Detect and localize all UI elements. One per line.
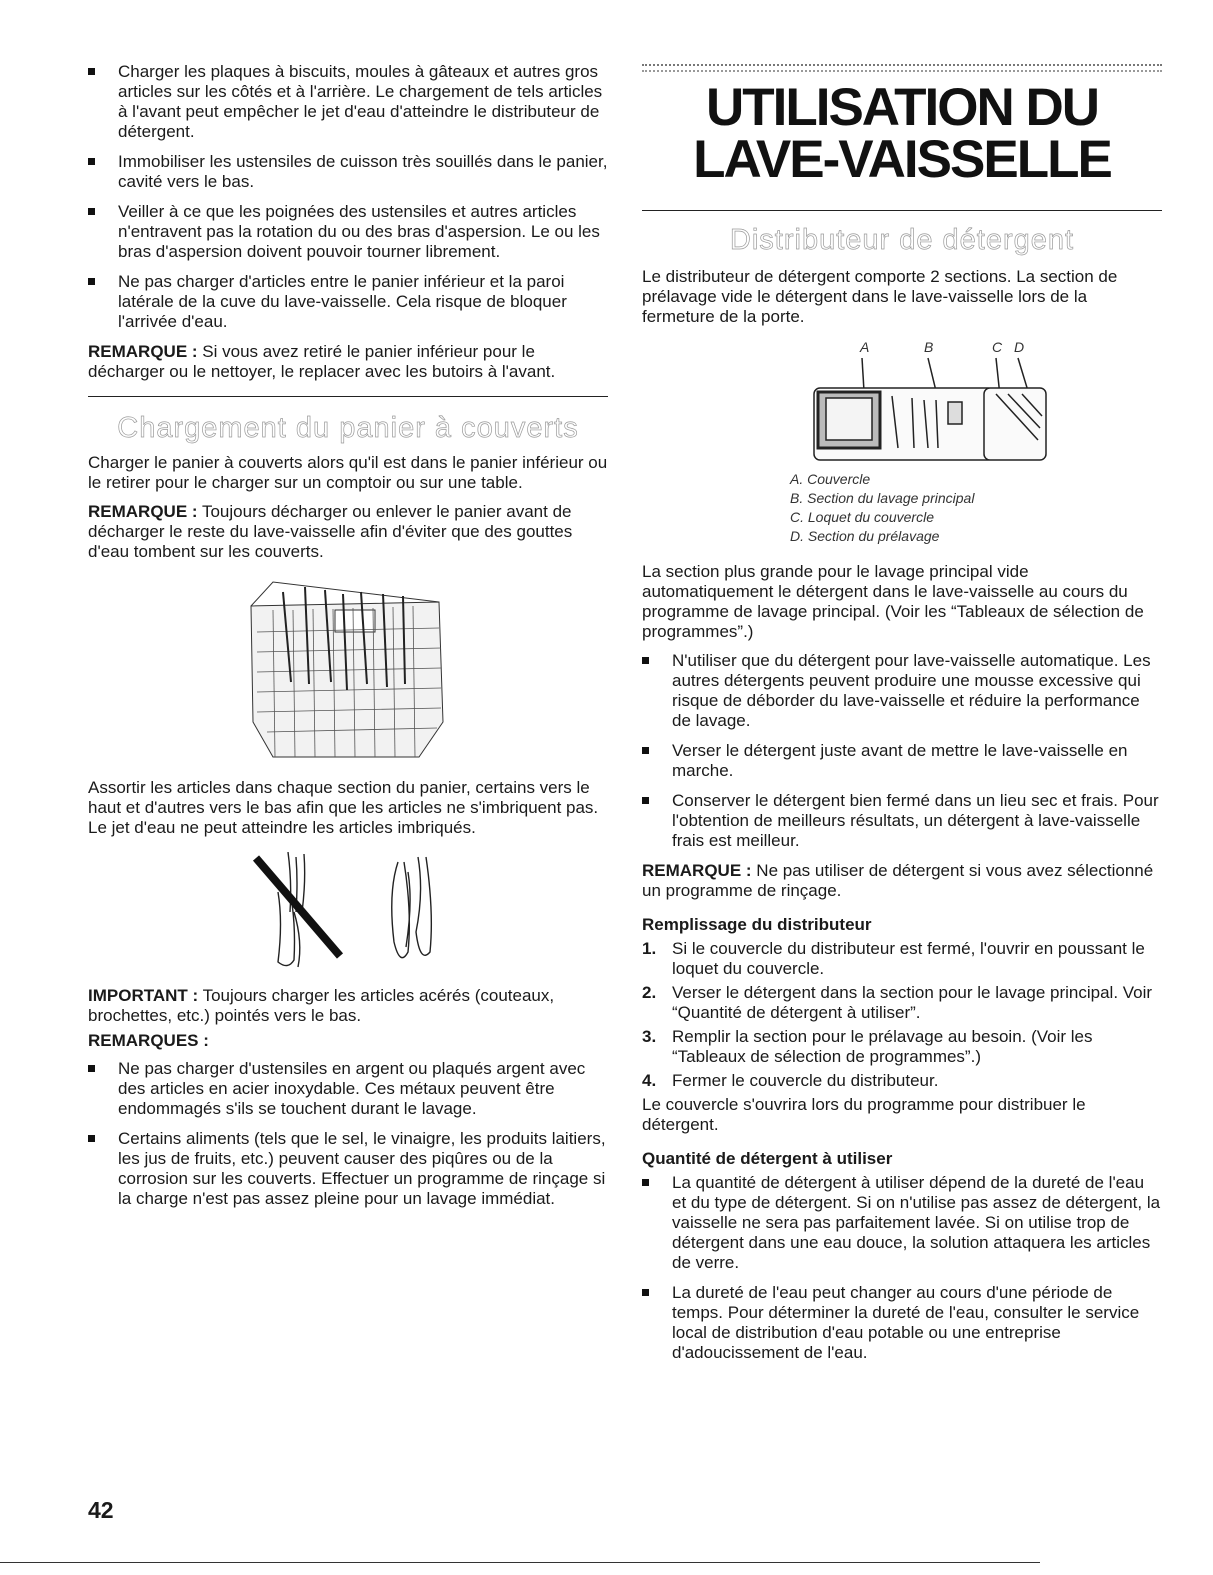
fill-steps-list bbox=[642, 939, 1162, 1091]
remarque-text: Si vous avez retiré le panier inférieur pour le décharger ou le nettoyer, le replacer avec les butoirs à l'avant. bbox=[88, 342, 556, 381]
detergent-dispenser-illustration bbox=[752, 336, 1052, 466]
paragraph: Charger le panier à couverts alors qu'il est dans le panier inférieur ou le retirer pour le charger sur un comptoir ou sur une table. bbox=[88, 453, 608, 492]
step-number: 3. bbox=[642, 1027, 657, 1046]
section-divider bbox=[88, 396, 608, 397]
remarque-label: REMARQUE : bbox=[88, 502, 198, 521]
detergent-quantity-list bbox=[642, 1173, 1162, 1363]
remarques-heading: REMARQUES : bbox=[88, 1031, 209, 1050]
figure-legend bbox=[642, 470, 1162, 546]
footer-rule bbox=[0, 1562, 1040, 1563]
section-divider bbox=[642, 210, 1162, 211]
remarque-note bbox=[642, 861, 1162, 901]
left-column bbox=[88, 62, 608, 1219]
paragraph: Le distributeur de détergent comporte 2 sections. La section de prélavage vide le détergent dans le lave-vaisselle lors de la fermeture de la porte. bbox=[642, 267, 1118, 326]
step-item bbox=[642, 983, 1162, 1023]
decorative-dotted-rule bbox=[642, 64, 1162, 72]
legend-item: A. Couvercle bbox=[790, 471, 871, 487]
section-heading-couverts: Chargement du panier à couverts bbox=[117, 412, 579, 444]
step-number: 1. bbox=[642, 939, 657, 958]
remarque-note bbox=[88, 342, 608, 382]
remarque-label: REMARQUE : bbox=[88, 342, 198, 361]
nested-utensils-illustration bbox=[248, 852, 448, 972]
detergent-quantity-heading: Quantité de détergent à utiliser bbox=[642, 1149, 893, 1168]
remarques-list bbox=[88, 1059, 608, 1209]
step-number: 4. bbox=[642, 1071, 657, 1090]
step-text: Remplir la section pour le prélavage au besoin. (Voir les “Tableaux de sélection de programmes”.) bbox=[672, 1027, 1093, 1066]
fill-dispenser-heading: Remplissage du distributeur bbox=[642, 915, 872, 934]
page-title bbox=[642, 78, 1162, 189]
step-item bbox=[642, 1071, 1162, 1091]
list-item: Ne pas charger d'articles entre le panier inférieur et la paroi latérale de la cuve du lave-vaisselle. Cela risque de bloquer l'arrivée d'eau. bbox=[88, 272, 608, 332]
right-column bbox=[642, 64, 1162, 1373]
title-line: LAVE-VAISSELLE bbox=[693, 130, 1111, 189]
step-text: Verser le détergent dans la section pour le lavage principal. Voir “Quantité de détergent à utiliser”. bbox=[672, 983, 1153, 1022]
section-heading-distributeur: Distributeur de détergent bbox=[729, 224, 1075, 256]
fig-letter-d: D bbox=[1014, 339, 1025, 355]
list-item: Charger les plaques à biscuits, moules à gâteaux et autres gros articles sur les côtés et à l'arrière. Le chargement de tels articles à l'avant peut empêcher le jet d'eau d'atteindre le distributeur de détergent. bbox=[88, 62, 608, 142]
detergent-tips-list bbox=[642, 651, 1162, 851]
legend-item: B. Section du lavage principal bbox=[790, 490, 975, 506]
fig-letter-c: C bbox=[992, 339, 1003, 355]
list-item: N'utiliser que du détergent pour lave-vaisselle automatique. Les autres détergents peuvent produire une mousse excessive qui risque de déborder du lave-vaisselle et réduire la performance de lavage. bbox=[642, 651, 1162, 731]
remarque-text: Ne pas utiliser de détergent si vous avez sélectionné un programme de rinçage. bbox=[642, 861, 1154, 900]
list-item: Verser le détergent juste avant de mettre le lave-vaisselle en marche. bbox=[642, 741, 1162, 781]
paragraph: La section plus grande pour le lavage principal vide automatiquement le détergent dans le lave-vaisselle au cours du programme de lavage principal. (Voir les “Tableaux de sélection de programmes”.) bbox=[642, 562, 1144, 641]
remarque-text: Toujours décharger ou enlever le panier avant de décharger le reste du lave-vaisselle afin d'éviter que des gouttes d'eau tombent sur les couverts. bbox=[88, 502, 573, 561]
important-label: IMPORTANT : bbox=[88, 986, 199, 1005]
step-text: Si le couvercle du distributeur est fermé, l'ouvrir en poussant le loquet du couvercle. bbox=[672, 939, 1145, 978]
step-item bbox=[642, 1027, 1162, 1067]
legend-item: C. Loquet du couvercle bbox=[790, 509, 934, 525]
legend-item: D. Section du prélavage bbox=[790, 528, 940, 544]
loading-tips-list bbox=[88, 62, 608, 332]
remarque-note bbox=[88, 502, 608, 562]
list-item: Veiller à ce que les poignées des ustensiles et autres articles n'entravent pas la rotation du ou des bras d'aspersion. Le ou les bras d'aspersion doivent pouvoir tourner librement. bbox=[88, 202, 608, 262]
step-item bbox=[642, 939, 1162, 979]
list-item: La quantité de détergent à utiliser dépend de la dureté de l'eau et du type de détergent. Si on n'utilise pas assez de détergent, la vaisselle ne sera pas parfaitement lavée. Si on utilise trop de détergent dans une eau douce, la solution attaquera les articles de verre. bbox=[642, 1173, 1162, 1273]
list-item: Certains aliments (tels que le sel, le vinaigre, les produits laitiers, les jus de fruits, etc.) peuvent causer des piqûres ou de la corrosion sur les couverts. Effectuer un programme de rinçage si la charge n'est pas assez pleine pour un lavage immédiat. bbox=[88, 1129, 608, 1209]
silverware-basket-illustration bbox=[243, 572, 453, 762]
important-note bbox=[88, 986, 608, 1026]
fig-letter-b: B bbox=[924, 339, 934, 355]
page-number: 42 bbox=[88, 1497, 114, 1523]
list-item: Conserver le détergent bien fermé dans un lieu sec et frais. Pour l'obtention de meilleurs résultats, un détergent à lave-vaisselle frais est meilleur. bbox=[642, 791, 1162, 851]
important-text: Toujours charger les articles acérés (couteaux, brochettes, etc.) pointés vers le bas. bbox=[88, 986, 555, 1025]
paragraph: Le couvercle s'ouvrira lors du programme pour distribuer le détergent. bbox=[642, 1095, 1086, 1134]
remarque-label: REMARQUE : bbox=[642, 861, 752, 880]
remarques-label bbox=[88, 1031, 608, 1051]
title-line: UTILISATION DU bbox=[705, 78, 1099, 137]
step-text: Fermer le couvercle du distributeur. bbox=[672, 1071, 939, 1090]
list-item: Immobiliser les ustensiles de cuisson très souillés dans le panier, cavité vers le bas. bbox=[88, 152, 608, 192]
paragraph: Assortir les articles dans chaque section du panier, certains vers le haut et d'autres vers le bas afin que les articles ne s'imbriquent pas. Le jet d'eau ne peut atteindre les articles imbriqués. bbox=[88, 778, 599, 837]
list-item: Ne pas charger d'ustensiles en argent ou plaqués argent avec des articles en acier inoxydable. Ces métaux peuvent être endommagés s'ils se touchent durant le lavage. bbox=[88, 1059, 608, 1119]
step-number: 2. bbox=[642, 983, 657, 1002]
fig-letter-a: A bbox=[860, 339, 870, 355]
list-item: La dureté de l'eau peut changer au cours d'une période de temps. Pour déterminer la dureté de l'eau, consulter le service local de distribution d'eau potable ou une entreprise d'adoucissement de l'eau. bbox=[642, 1283, 1162, 1363]
